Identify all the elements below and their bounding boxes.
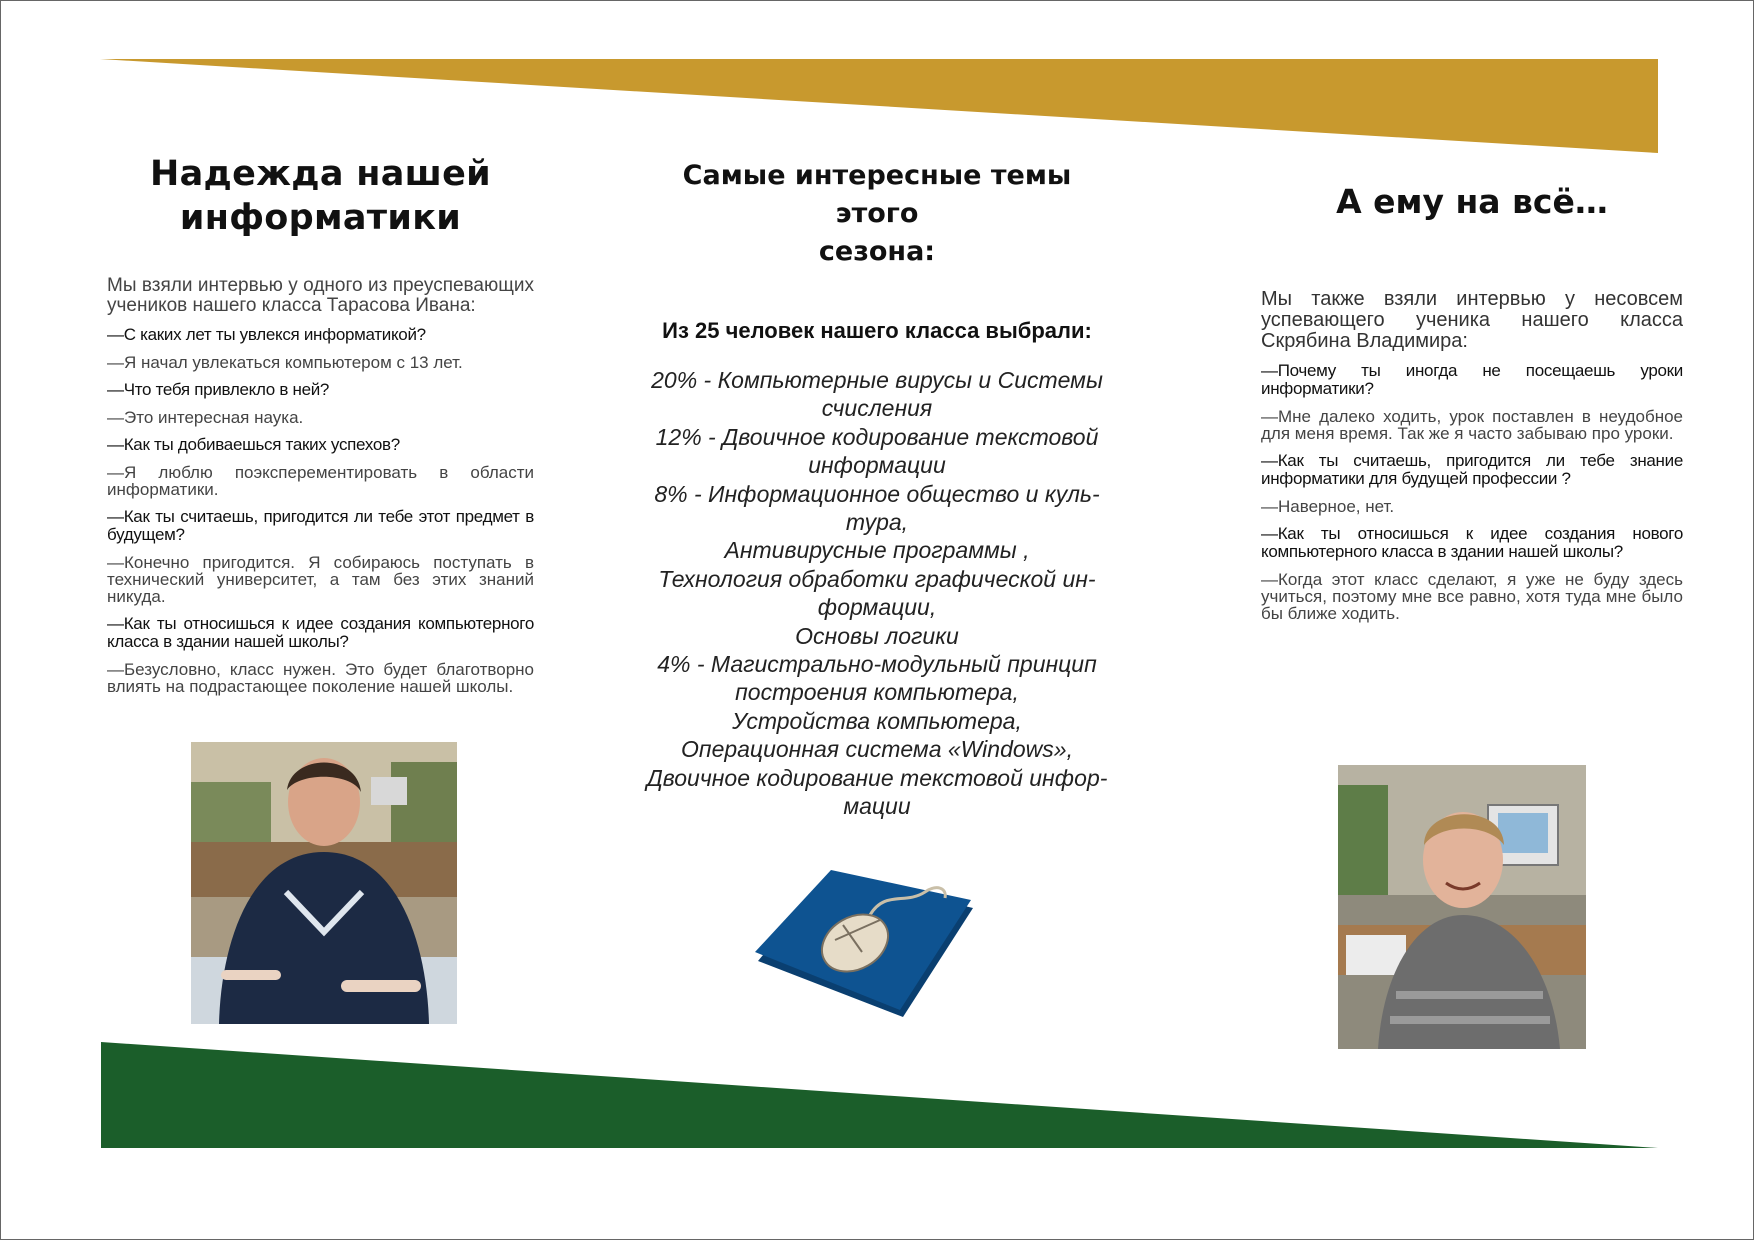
survey-lead: Из 25 человек нашего класса выбрали: <box>662 318 1092 343</box>
topic-line: формации, <box>817 594 937 621</box>
interview-answer: —Я начал увлекаться компьютером с 13 лет. <box>107 353 463 372</box>
topic-line: 8% - Информационное общество и куль- <box>654 480 1100 507</box>
interview-answer: —Это интересная наука. <box>107 408 304 427</box>
topic-line: построения компьютера, <box>735 679 1019 706</box>
interview-question: —Как ты считаешь, пригодится ли тебе знание информатики для будущей профессии ? <box>1261 451 1683 488</box>
student-photo-right <box>1338 765 1586 1049</box>
topic-line: Антивирусные программы , <box>724 537 1030 564</box>
interview-answer: —Безусловно, класс нужен. Это будет благотворно влиять на подрастающее поколение нашей школы. <box>107 660 534 696</box>
interview-answer: —Я люблю поэксперементировать в области информатики. <box>107 463 534 499</box>
middle-column <box>642 157 1112 821</box>
interview-question: —Что тебя привлекло в ней? <box>107 380 330 399</box>
middle-title-line2: сезона: <box>818 236 936 267</box>
topic-line: Основы логики <box>795 622 959 649</box>
right-interview <box>1261 289 1683 622</box>
topic-line: мации <box>843 793 911 820</box>
topic-line: 20% - Компьютерные вирусы и Системы <box>651 367 1103 393</box>
left-interview <box>107 276 534 695</box>
gold-band <box>100 59 1658 153</box>
topic-line: 12% - Двоичное кодирование текстовой <box>655 423 1099 450</box>
green-band <box>101 1042 1658 1148</box>
student-photo-icon <box>191 742 457 1024</box>
interview-question: —Как ты считаешь, пригодится ли тебе этот предмет в будущем? <box>107 507 534 544</box>
left-column <box>107 152 534 705</box>
left-title-line2: информатики <box>179 198 462 238</box>
interview-answer: —Наверное, нет. <box>1261 497 1395 516</box>
right-intro: Мы также взяли интервью у несовсем успевающего ученика нашего класса Скрябина Владимира: <box>1261 288 1683 352</box>
interview-question: —Как ты относишься к идее создания нового компьютерного класса в здании нашей школы? <box>1261 524 1683 561</box>
topic-line: Операционная система «Windows», <box>681 736 1073 763</box>
interview-question: —С каких лет ты увлекся информатикой? <box>107 325 426 344</box>
interview-question: —Как ты добиваешься таких успехов? <box>107 435 400 454</box>
right-title: А ему на всё… <box>1336 182 1608 221</box>
middle-title-line1: Самые интересные темы этого <box>682 160 1072 229</box>
interview-answer: —Мне далеко ходить, урок поставлен в неудобное для меня время. Так же я часто забываю про уроки. <box>1261 407 1683 443</box>
left-title-line1: Надежда нашей <box>150 154 491 194</box>
interview-answer: —Когда этот класс сделают, я уже не буду здесь учиться, поэтому мне все равно, хотя туда мне было бы ближе ходить. <box>1261 570 1683 623</box>
topics-list <box>642 366 1112 821</box>
topic-line: Устройства компьютера, <box>732 707 1022 734</box>
student-photo-icon <box>1338 765 1586 1049</box>
interview-answer: —Конечно пригодится. Я собираюсь поступать в технический университет, а там без этих знаний никуда. <box>107 553 534 606</box>
interview-question: —Почему ты иногда не посещаешь уроки информатики? <box>1261 361 1683 398</box>
topic-line: 4% - Магистрально-модульный принцип <box>657 651 1097 678</box>
right-column <box>1261 180 1683 632</box>
topic-line: тура, <box>845 509 909 536</box>
topic-line: Двоичное кодирование текстовой инфор- <box>646 764 1108 791</box>
topic-line: информации <box>808 452 946 479</box>
topic-line: счисления <box>821 395 933 422</box>
computer-mouse-icon <box>755 870 975 1020</box>
interview-question: —Как ты относишься к идее создания компьютерного класса в здании нашей школы? <box>107 614 534 651</box>
left-title <box>107 152 534 240</box>
topic-line: Технология обработки графической ин- <box>658 565 1096 592</box>
left-intro: Мы взяли интервью у одного из преуспевающих учеников нашего класса Тарасова Ивана: <box>107 275 534 316</box>
middle-title <box>642 157 1112 271</box>
student-photo-left <box>191 742 457 1024</box>
